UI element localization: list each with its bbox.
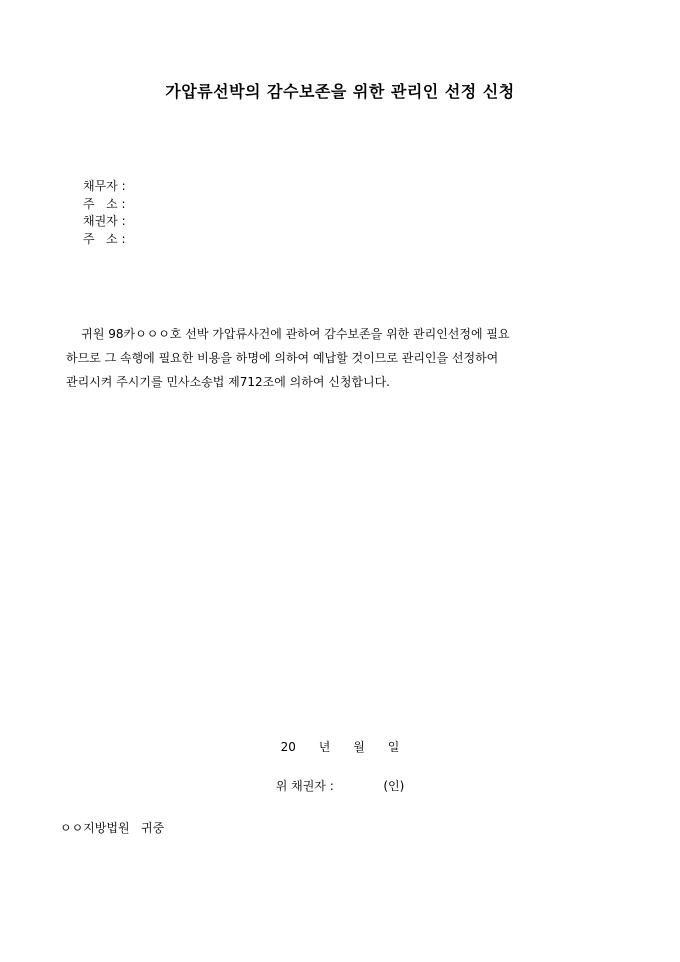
party-info (83, 178, 126, 248)
court-addressee: ㅇㅇ지방법원 귀중 (60, 821, 165, 835)
creditor-address-label: 주 소 : (83, 231, 126, 246)
debtor-label: 채무자 : (83, 179, 126, 193)
creditor-label: 채권자 : (83, 214, 126, 228)
body-line: 하므로 그 속행에 필요한 비용을 하명에 의하여 예납할 것이므로 관리인을 선정하여 (66, 351, 499, 365)
body-line: 귀원 98카ㅇㅇㅇ호 선박 가압류사건에 관하여 감수보존을 위한 관리인선정에 필요 (66, 327, 510, 341)
application-body (66, 322, 616, 394)
debtor-address-label: 주 소 : (83, 196, 126, 211)
body-line: 관리시켜 주시기를 민사소송법 제712조에 의하여 신청합니다. (66, 375, 391, 389)
signature-line: 위 채권자 : (인) (275, 779, 405, 793)
date-line: 20 년 월 일 (280, 740, 400, 754)
document-title: 가압류선박의 감수보존을 위한 관리인 선정 신청 (165, 82, 515, 101)
